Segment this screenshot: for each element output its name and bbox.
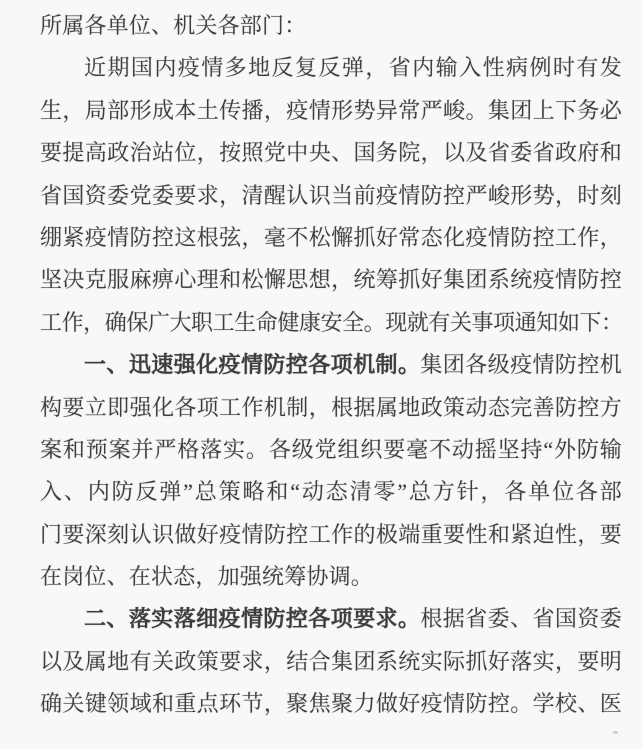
text-line [40,598,622,640]
text-line [40,90,622,132]
body-text-segment: 确关键领域和重点环节，聚焦聚力做好疫情防控。学校、医 [40,691,622,717]
body-text-segment: 工作，确保广大职工生命健康安全。现就有关事项通知如下： [40,309,622,335]
section-heading-segment: 一、迅速强化疫情防控各项机制。 [84,352,421,378]
body-text-segment: 构要立即强化各项工作机制，根据属地政策动态完善防控方 [40,394,622,420]
body-text-segment: 生，局部形成本土传播，疫情形势异常严峻。集团上下务必 [40,97,622,123]
text-line [40,514,622,556]
text-line [40,429,622,471]
body-text-segment: 入、内防反弹”总策略和“动态清零”总方针，各单位各部 [40,479,622,505]
body-text-segment: 以及属地有关政策要求，结合集团系统实际抓好落实，要明 [40,648,622,674]
body-text-segment: 坚决克服麻痹心理和松懈思想，统筹抓好集团系统疫情防控 [40,267,622,293]
text-line [40,641,622,683]
text-line [40,556,622,598]
body-text-segment: 绷紧疫情防控这根弦，毫不松懈抓好常态化疫情防控工作， [40,224,622,250]
text-line [40,471,622,513]
text-line [40,683,622,725]
text-line [40,344,622,386]
text-line [40,175,622,217]
text-line [40,387,622,429]
body-text-segment: 根据省委、省国资委 [420,606,622,632]
body-text-segment: 集团各级疫情防控机 [420,352,622,378]
body-text-segment: 在岗位、在状态，加强统筹协调。 [40,564,374,590]
body-text-segment: 门要深刻认识做好疫情防控工作的极端重要性和紧迫性，要 [40,521,622,547]
text-line [40,5,622,47]
text-line [40,132,622,174]
text-line [40,217,622,259]
text-line [40,259,622,301]
text-line [40,47,622,89]
text-line [40,302,622,344]
body-text-segment: 所属各单位、机关各部门： [40,13,307,38]
body-text-segment: 案和预案并严格落实。各级党组织要毫不动摇坚持“外防输 [40,436,622,462]
scan-speck [613,731,618,734]
body-text-segment: 要提高政治站位，按照党中央、国务院，以及省委省政府和 [40,140,622,166]
body-text-segment: 近期国内疫情多地反复反弹，省内输入性病例时有发 [84,55,622,81]
document-text [40,5,622,726]
body-text-segment: 省国资委党委要求，清醒认识当前疫情防控严峻形势，时刻 [40,182,622,208]
section-heading-segment: 二、落实落细疫情防控各项要求。 [84,606,421,632]
